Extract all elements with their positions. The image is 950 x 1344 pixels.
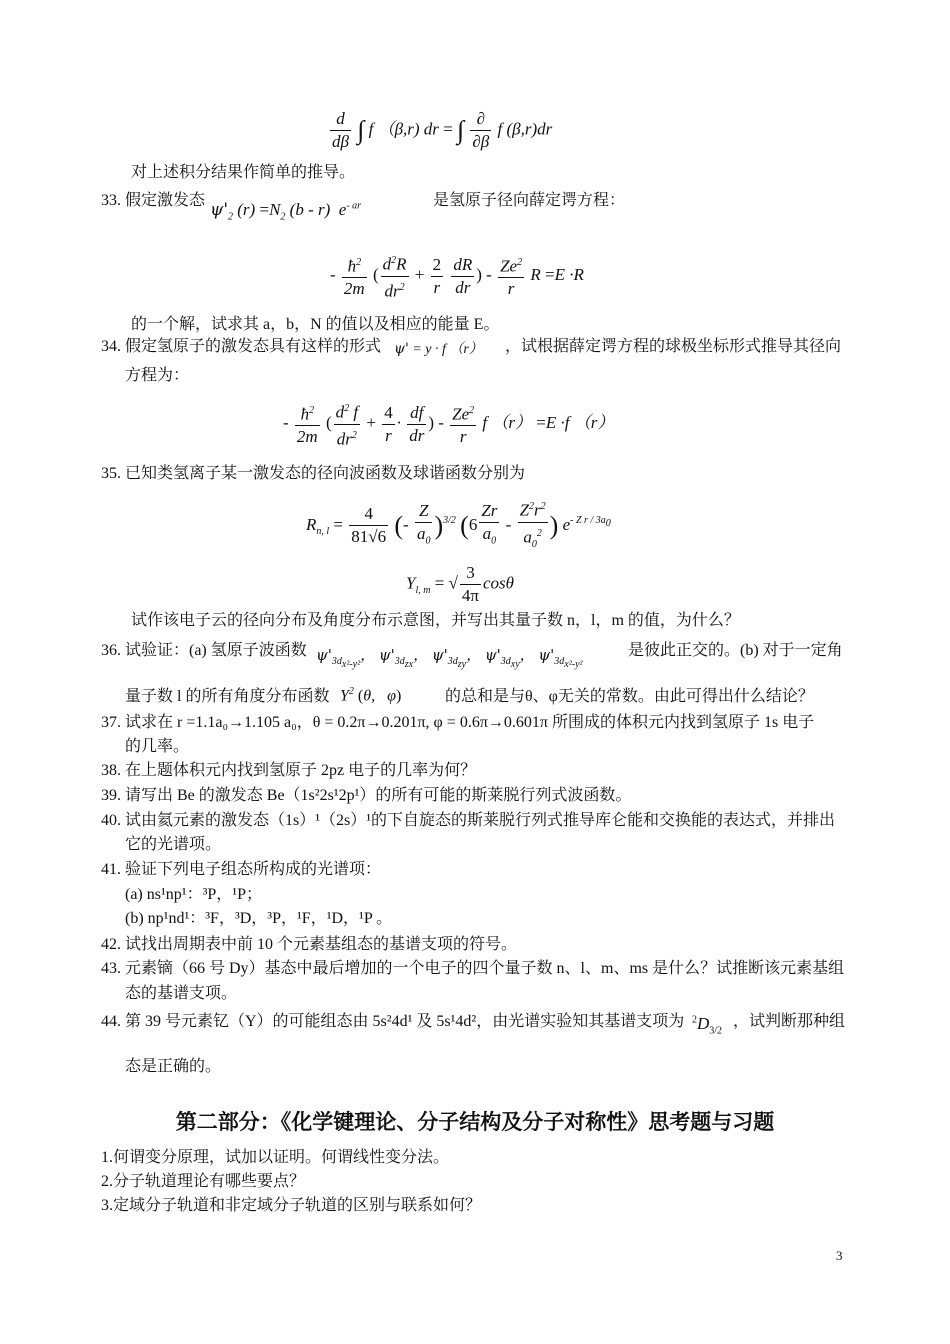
q40-text-b: 它的光谱项。 — [125, 836, 222, 853]
q40-text-a: 40. 试由氦元素的激发态（1s）¹（2s）¹的下自旋态的斯莱脱行列式推导库仑能和交换能的表达式，并排出 — [101, 812, 836, 829]
q38-text: 38. 在上题体积元内找到氢原子 2pz 电子的几率为何？ — [101, 762, 477, 779]
q37-text-b: 的几率。 — [125, 738, 190, 755]
q37-text-a: 37. 试求在 r =1.1a₀→1.105 a₀，θ = 0.2π→0.201π, φ = 0.6π→0.601π 所围成的体积元内找到氢原子 1s 电子 — [101, 714, 815, 731]
q35-text-b: 试作该电子云的径向分布及角度分布示意图，并写出其量子数 n，l，m 的值，为什么？ — [131, 612, 740, 629]
q36-text-b: 是彼此正交的。(b) 对于一定角 — [628, 642, 843, 659]
q36-text-c1: 量子数 l 的所有角度分布函数 — [125, 688, 330, 705]
q44-text-b: ，试判断那种组 — [733, 1013, 846, 1030]
q33-psi2: $\psi'_2$ $(r) =N_2$ (b - r) $e^{- ar}$ — [210, 200, 362, 223]
q43-text-a: 43. 元素镝（66 号 Dy）基态中最后增加的一个电子的四个量子数 n、l、m、ms 是什么？试推断该元素基组 — [101, 960, 845, 977]
q44-text-c: 态是正确的。 — [125, 1058, 222, 1075]
q35-text: 35. 已知类氢离子某一激发态的径向波函数及球谐函数分别为 — [101, 465, 526, 482]
q34-text-b: ，试根据薛定谔方程的球极坐标形式推导其径向 — [505, 338, 842, 355]
q41-a: (a) ns¹np¹：³P，¹P； — [125, 886, 262, 903]
leibniz-formula: $\frac{d}{d\beta}$ ∫ f （β,r) dr = ∫ $\frac{\partial}{\partial\beta}$ f (β,r)dr — [332, 109, 553, 151]
section-item-1: 1.何谓变分原理，试加以证明。何谓线性变分法。 — [101, 1149, 450, 1166]
q36-text-a: 36. 试验证：(a) 氢原子波函数 — [101, 642, 307, 659]
q44-text-a: 44. 第 39 号元素钇（Y）的可能组态由 5s²4d¹ 及 5s¹4d²，由光谱实验知其基谱支项为 — [101, 1013, 685, 1030]
q34-text-a: 34. 假定氢原子的激发态具有这样的形式 — [101, 338, 382, 355]
line-l0: 对上述积分结果作简单的推导。 — [131, 164, 356, 181]
q36-Y: $Y^2$ (θ, φ) — [340, 686, 402, 705]
q33-text-a: 33. 假定激发态 — [101, 192, 206, 209]
section-heading: 第二部分：《化学键理论、分子结构及分子对称性》思考题与习题 — [175, 1110, 775, 1134]
section-item-3: 3.定域分子轨道和非定域分子轨道的区别与联系如何？ — [101, 1197, 482, 1214]
q34-form: ψ' = y · f （r） — [394, 341, 483, 357]
q42-text: 42. 试找出周期表中前 10 个元素基组态的基谱支项的符号。 — [101, 936, 518, 953]
q41-b: (b) np¹nd¹：³F，³D，³P，¹F，¹D，¹P 。 — [125, 910, 393, 927]
radial-equation: - $\frac{ħ^2}{2m}$ ( $\frac{d^2R}{dr^2}$ + $\frac{2}{r}$ $\frac{dR}{dr}$ ) - $\frac{Ze^2}{r}$ R =E ·R — [330, 250, 584, 302]
q44-term: $^2D_{3/2}$ — [692, 1014, 723, 1037]
q34-equation: - $\frac{ħ^2}{2m}$ ( $\frac{d^2 f}{dr^2}$ + $\frac{4}{r}$ · $\frac{df}{dr}$ ) - $\frac{Ze^2}{r}$ f （r） =E ·f （r） — [283, 398, 614, 450]
q41-text: 41. 验证下列电子组态所构成的光谱项： — [101, 861, 382, 878]
q36-functions: $\psi'_{3d_{x^2-y^2}}$， $\psi'_{3d_{zx}}$， $\psi'_{3d_{zy}}$， $\psi'_{3d_{xy}}$， $\psi'_{3d_{x^2-y^2}}$ — [316, 646, 583, 670]
Ylm-formula: $Y_{l, m}$ = √ $\frac{3}{4\pi}$ cosθ — [406, 563, 515, 605]
Rnl-formula: $R_{n, l}$ = $\frac{4}{81√6}$ (- $\frac{Z}{a_0}$ )$^{3/2}$ (6 $\frac{Zr}{a_0}$ - $\frac{Z^2r^2}{a_0^2}$ ) $e^{- Z r / 3a_0}$ — [306, 496, 611, 556]
q39-text: 39. 请写出 Be 的激发态 Be（1s²2s¹2p¹）的所有可能的斯莱脱行列式波函数。 — [101, 787, 632, 804]
page-number: 3 — [836, 1248, 843, 1263]
q43-text-b: 态的基谱支项。 — [125, 985, 238, 1002]
q33-text-c: 的一个解，试求其 a，b，N 的值以及相应的能量 E。 — [131, 316, 500, 333]
q34-text-c: 方程为： — [125, 367, 190, 384]
section-item-2: 2.分子轨道理论有哪些要点？ — [101, 1173, 306, 1190]
q36-text-c2: 的总和是与θ、φ无关的常数。由此可得出什么结论？ — [445, 688, 814, 705]
q33-text-b: 是氢原子径向薛定谔方程： — [433, 192, 626, 209]
